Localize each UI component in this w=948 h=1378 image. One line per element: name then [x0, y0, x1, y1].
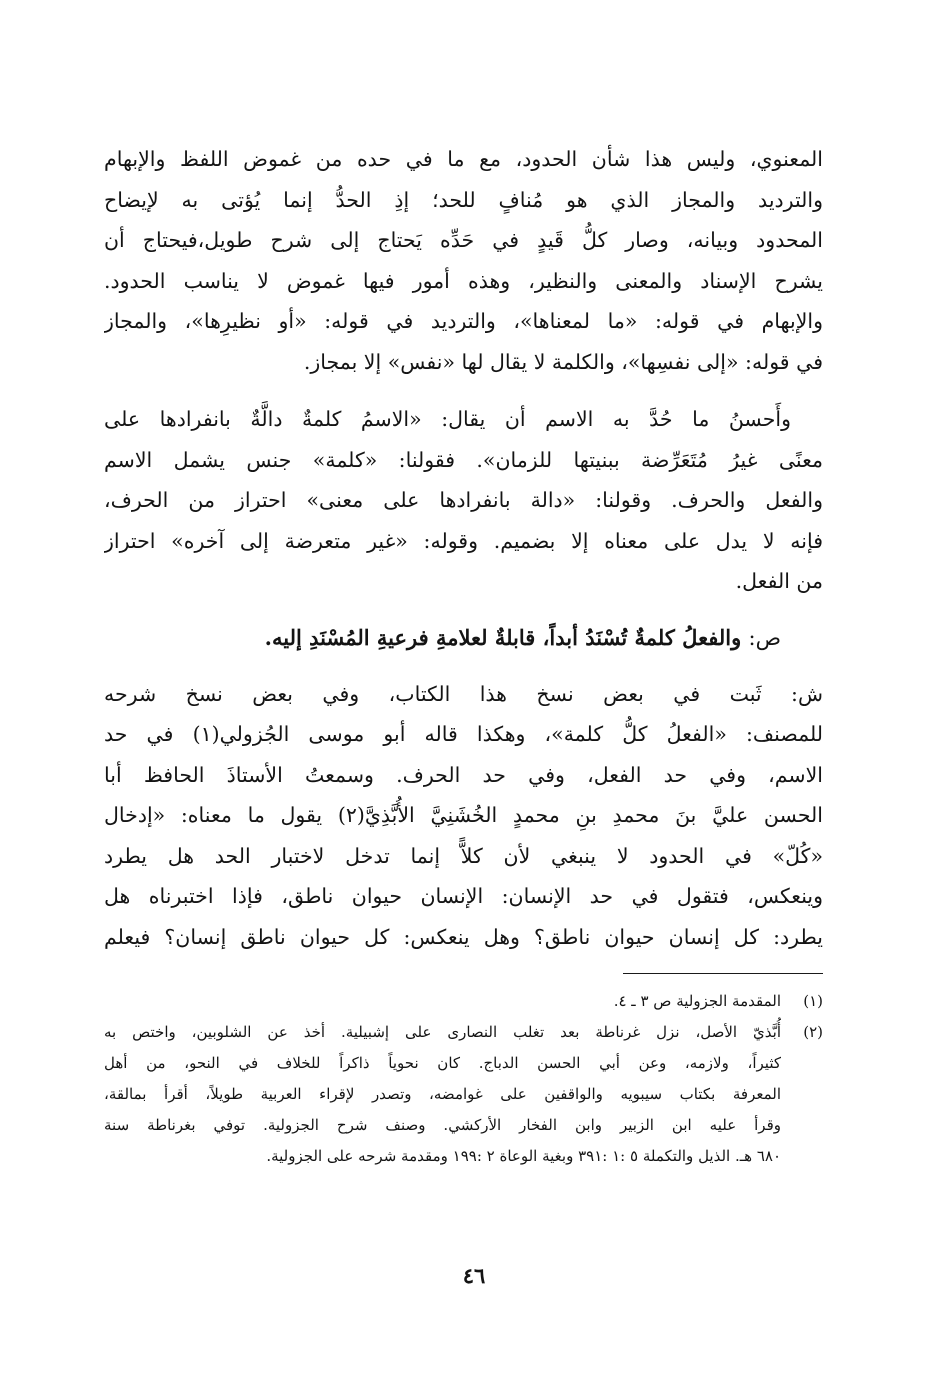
text-line: والفعل والحرف. وقولنا: «دالة بانفرادها على معنى» احتراز من الحرف، — [104, 488, 823, 512]
footnote-line: كثيراً، ولازمه، وعن أبي الحسن الدباج. كان نحوياً ذاكراً للخلاف في النحو، من أهل — [104, 1054, 781, 1072]
body-paragraph-2 — [104, 399, 823, 602]
text-line: وينعكس، فتقول في حد الإنسان: الإنسان حيوان ناطق، فإذا اختبرناه هل — [104, 884, 823, 908]
text-line: «كُلّ» في الحدود لا ينبغي لأن كلاًّ إنما تدخل لاختبار الحد هل يطرد — [104, 843, 823, 868]
footnote-number: (١) — [803, 992, 823, 1010]
footnote-line: ٦٨٠ هـ. الذيل والتكملة ٥ :١ :٣٩١ وبغية الوعاة ٢ :١٩٩ ومقدمة شرحه على الجزولية. — [266, 1147, 781, 1165]
text-line: وأَحسنُ ما حُدَّ به الاسم أن يقال: «الاسمُ كلمةٌ دالَّةٌ بانفرادها على — [104, 407, 791, 431]
footnote-separator — [623, 973, 823, 974]
text-line: يشرح الإسناد والمعنى والنظير، وهذه أمور فيها غموض لا يناسب الحدود. — [104, 268, 823, 293]
body-paragraph-1 — [104, 139, 823, 382]
footnote-line: المعرفة بكتاب سيبويه والواقفين على غوامضه، وتصدر لإقراء العربية طويلاً، أقرأ بمالقة، — [104, 1085, 781, 1103]
text-line: الحسن عليَّ بنَ محمدِ بنِ محمدٍ الخُشَنِيَّ الأُبَّذِيَّ(٢) يقول ما معناه: «إدخال — [104, 803, 823, 827]
footnotes — [104, 986, 823, 1172]
text-line: معنًى غيرُ مُتَعَرِّضة ببنيتها للزمان». فقولنا: «كلمة» جنس يشمل الاسم — [104, 447, 823, 472]
text-line: في قوله: «إلى نفسِها»، والكلمة لا يقال لها «نفس» إلا بمجاز. — [303, 349, 823, 374]
text-line: المحدود وبيانه، وصار كلُّ قَيدٍ في حَدِّه يَحتاج إلى شرح طويل،فيحتاج أن — [104, 228, 823, 252]
footnote-number: (٢) — [803, 1023, 823, 1041]
text-line: والترديد والمجاز الذي هو مُنافٍ للحد؛ إذِ الحدُّ إنما يُؤتى به لإيضاح — [104, 187, 823, 212]
matn-text: والفعلُ كلمةٌ تُسْنَدُ أبداً، قابلةٌ لعلامةِ فرعيةِ المُسْنَدِ إليه. — [264, 624, 742, 650]
commentary-paragraph — [104, 674, 823, 958]
footnote-line: المقدمة الجزولية ص ٣ ـ ٤. — [613, 992, 781, 1010]
text-line: للمصنف: «الفعلُ كلُّ كلمة»، وهكذا قاله أبو موسى الجُزولي(١) في حد — [104, 722, 823, 746]
footnote-line: أُبَّذيّ الأصل، نزل غرناطة بعد تغلب النصارى على إشبيلية. أخذ عن الشلوبين، واختص به — [104, 1023, 781, 1041]
text-line: يطرد: كل إنسان حيوان ناطق؟ وهل ينعكس: كل حيوان ناطق إنسان؟ فيعلم — [104, 924, 823, 949]
text-line: المعنوي، وليس هذا شأن الحدود، مع ما في حده من غموض اللفظ والإبهام — [104, 147, 823, 171]
matn-heading — [104, 618, 823, 658]
footnote-line: وقرأ عليه ابن الزبير وابن الفخار الأركشي. وصنف شرح الجزولية. توفي بغرناطة سنة — [104, 1116, 781, 1134]
page-number: ٤٦ — [462, 1263, 486, 1288]
footnote-2 — [104, 1017, 823, 1172]
text-line: الاسم، وفي حد الفعل، وفي حد الحرف. وسمعتُ الأستاذَ الحافظ أبا — [104, 762, 823, 787]
text-line: فإنه لا يدل على معناه إلا بضميم. وقوله: «غير متعرضة إلى آخره» احتراز — [104, 528, 823, 553]
matn-marker: ص: — [748, 625, 781, 650]
text-line: والإبهام في قوله: «ما لمعناها»، والترديد في قوله: «أو نظيرِها»، والمجاز — [104, 309, 823, 333]
text-line: من الفعل. — [735, 569, 823, 593]
footnote-1 — [104, 986, 823, 1017]
text-line: ش: ثَبت في بعض نسخ هذا الكتاب، وفي بعض نسخ شرحه — [104, 681, 823, 706]
